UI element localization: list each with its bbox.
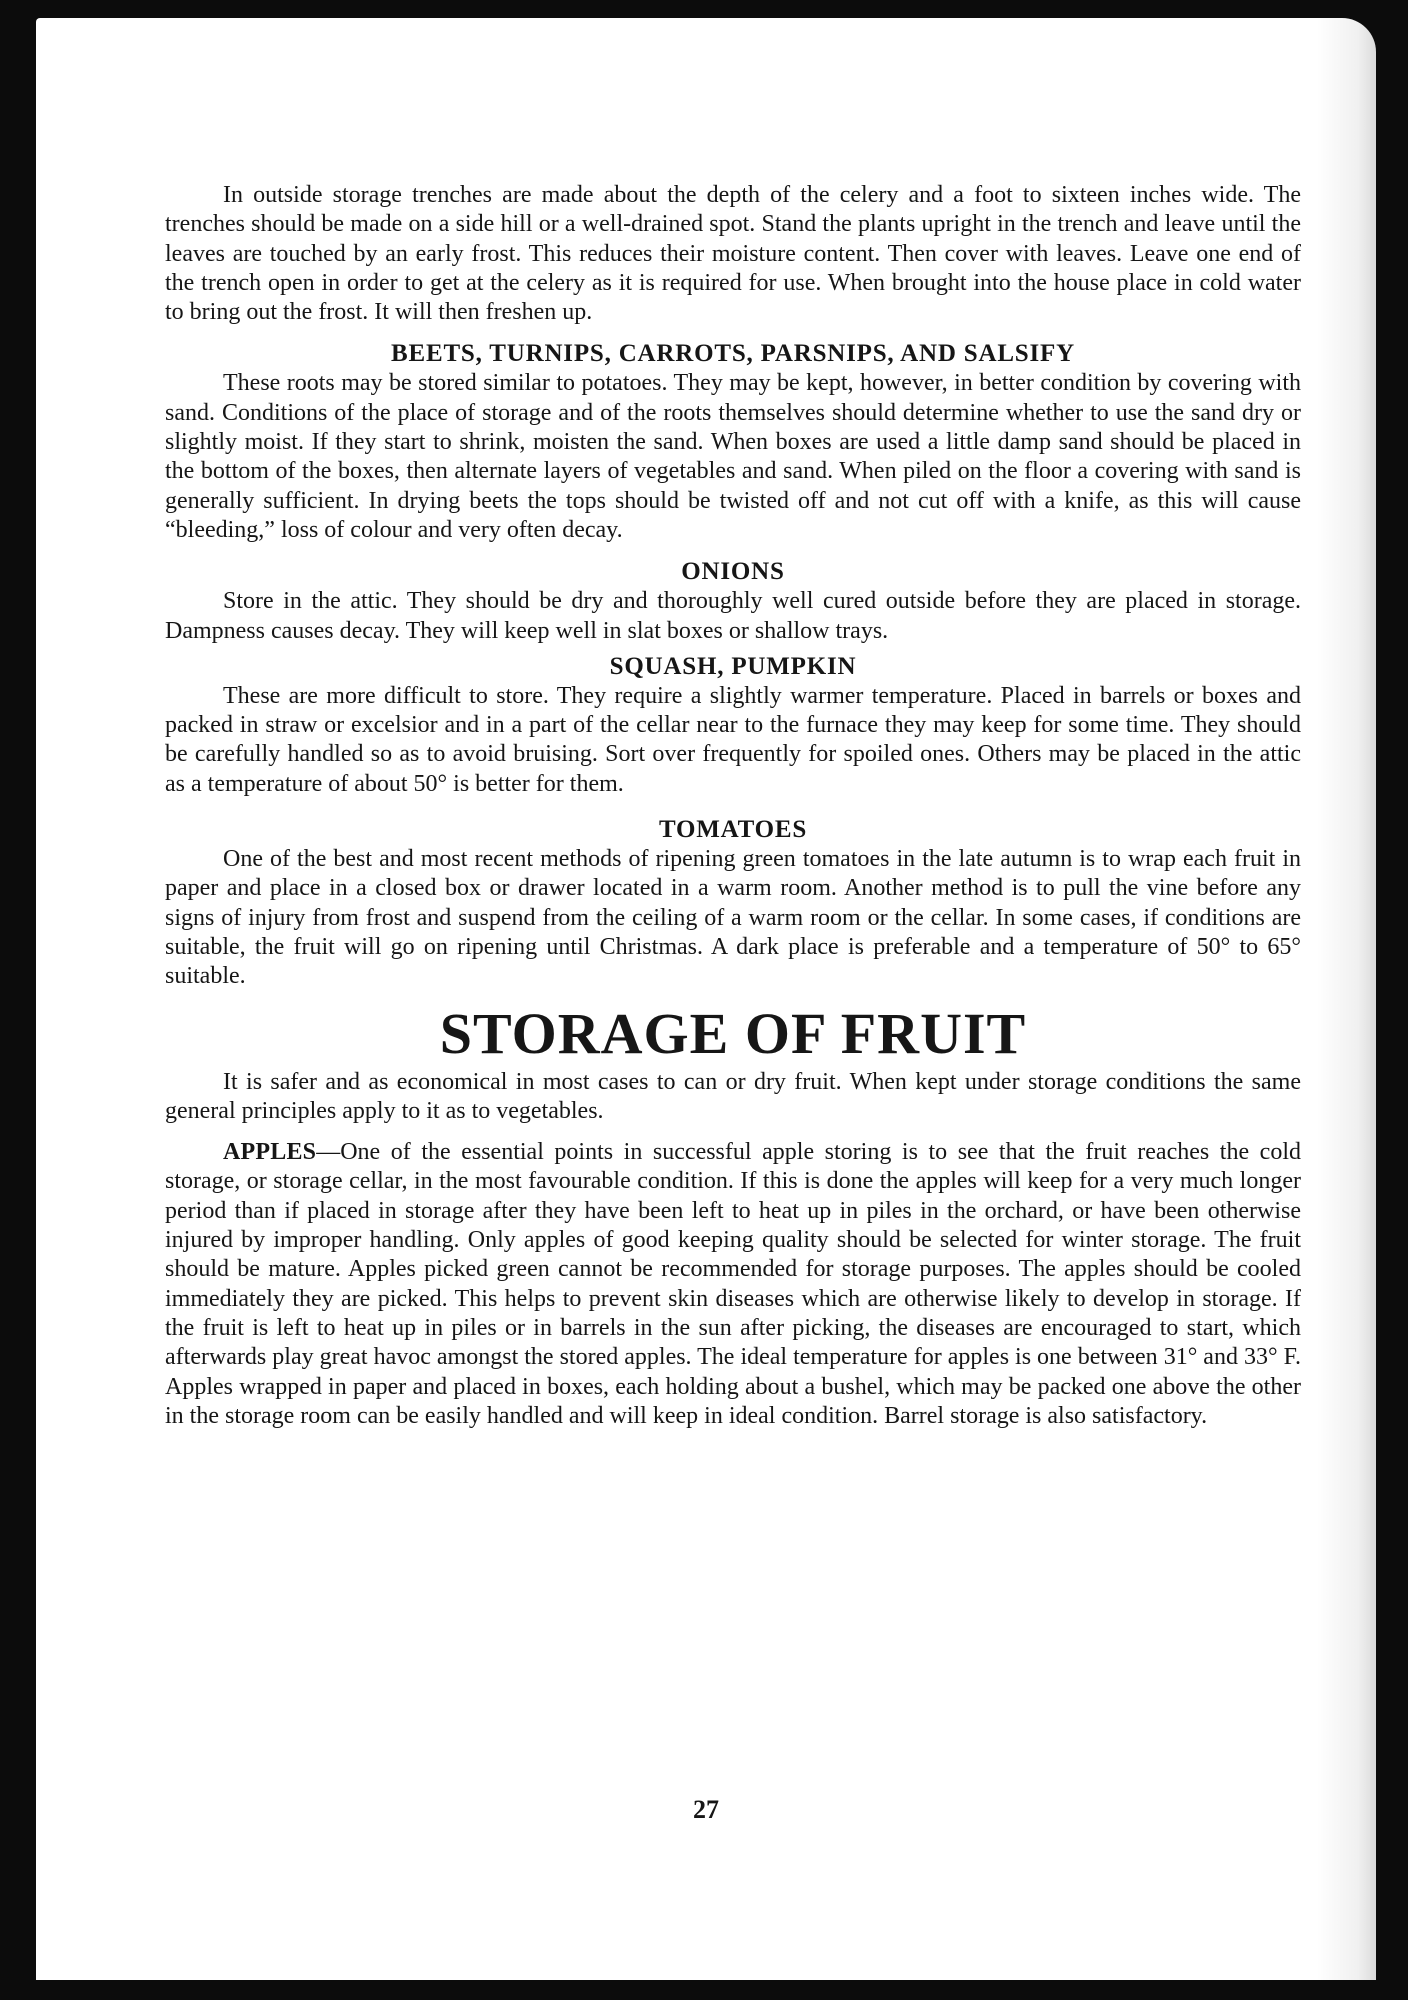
paragraph-fruit-intro: It is safer and as economical in most cases to can or dry fruit. When kept under storage conditions the same general principles apply to it as to vegetables. bbox=[165, 1068, 1301, 1124]
paragraph-tomatoes: One of the best and most recent methods of ripening green tomatoes in the late autumn is to wrap each fruit in paper and place in a closed box or drawer located in a warm room. Another method is to pull the vine before any signs of injury from frost and suspend from the ceiling of a warm room or the cellar. In some cases, if conditions are suitable, the fruit will go on ripening until Christmas. A dark place is preferable and a temperature of 50° to 65° suitable. bbox=[165, 846, 1301, 990]
heading-roots: BEETS, TURNIPS, CARROTS, PARSNIPS, AND SALSIFY bbox=[391, 340, 1075, 368]
page-number: 27 bbox=[693, 1795, 719, 1824]
paragraph-squash-pumpkin: These are more difficult to store. They require a slightly warmer temperature. Placed in barrels or boxes and packed in straw or excelsior and in a part of the cellar near to the furnace they may keep for some time. They should be carefully handled so as to avoid bruising. Sort over frequently for spoiled ones. Others may be placed in the attic as a temperature of about 50° is better for them. bbox=[165, 682, 1301, 797]
paragraph-celery-storage: In outside storage trenches are made about the depth of the celery and a foot to sixteen inches wide. The trenches should be made on a side hill or a well-drained spot. Stand the plants upright in the trench and leave until the leaves are touched by an early frost. This reduces their moisture content. Then cover with leaves. Leave one end of the trench open in order to get at the celery as it is required for use. When brought into the house place in cold water to bring out the frost. It will then freshen up. bbox=[165, 182, 1301, 326]
section-title-storage-of-fruit: STORAGE OF FRUIT bbox=[439, 1000, 1027, 1066]
apples-body-text: —One of the essential points in successful apple storing is to see that the fruit reaches the cold storage, or storage cellar, in the most favourable condition. If this is done the apples will keep for a very much longer period than if placed in storage after they have been left to heat up in piles in the orchard, or have been otherwise injured by improper handling. Only apples of good keeping quality should be selected for winter storage. The fruit should be mature. Apples picked green cannot be recommended for storage purposes. The apples should be cooled immediately they are picked. This helps to prevent skin diseases which are otherwise likely to develop in storage. If the fruit is left to heat up in piles or in barrels in the sun after picking, the diseases are encouraged to start, which afterwards play great havoc amongst the stored apples. The ideal temperature for apples is one between 31° and 33° F. Apples wrapped in paper and placed in boxes, each holding about a bushel, which may be packed one above the other in the storage room can be easily handled and will keep in ideal condition. Barrel storage is also satisfactory. bbox=[165, 1139, 1301, 1429]
heading-squash-pumpkin: SQUASH, PUMPKIN bbox=[609, 652, 857, 680]
heading-tomatoes: TOMATOES bbox=[658, 816, 808, 844]
heading-onions: ONIONS bbox=[681, 558, 785, 586]
paragraph-apples bbox=[165, 1138, 1301, 1431]
page-body bbox=[165, 181, 1301, 1431]
apples-lead-word: APPLES bbox=[223, 1139, 317, 1166]
paragraph-onions: Store in the attic. They should be dry and thoroughly well cured outside before they are placed in storage. Dampness causes decay. They will keep well in slat boxes or shallow trays. bbox=[165, 588, 1301, 644]
book-page bbox=[36, 18, 1376, 1980]
paragraph-roots: These roots may be stored similar to potatoes. They may be kept, however, in better condition by covering with sand. Conditions of the place of storage and of the roots themselves should determine whether to use the sand dry or slightly moist. If they start to shrink, moisten the sand. When boxes are used a little damp sand should be placed in the bottom of the boxes, then alternate layers of vegetables and sand. When piled on the floor a covering with sand is generally sufficient. In drying beets the tops should be twisted off and not cut off with a knife, as this will cause “bleeding,” loss of colour and very often decay. bbox=[165, 370, 1301, 543]
